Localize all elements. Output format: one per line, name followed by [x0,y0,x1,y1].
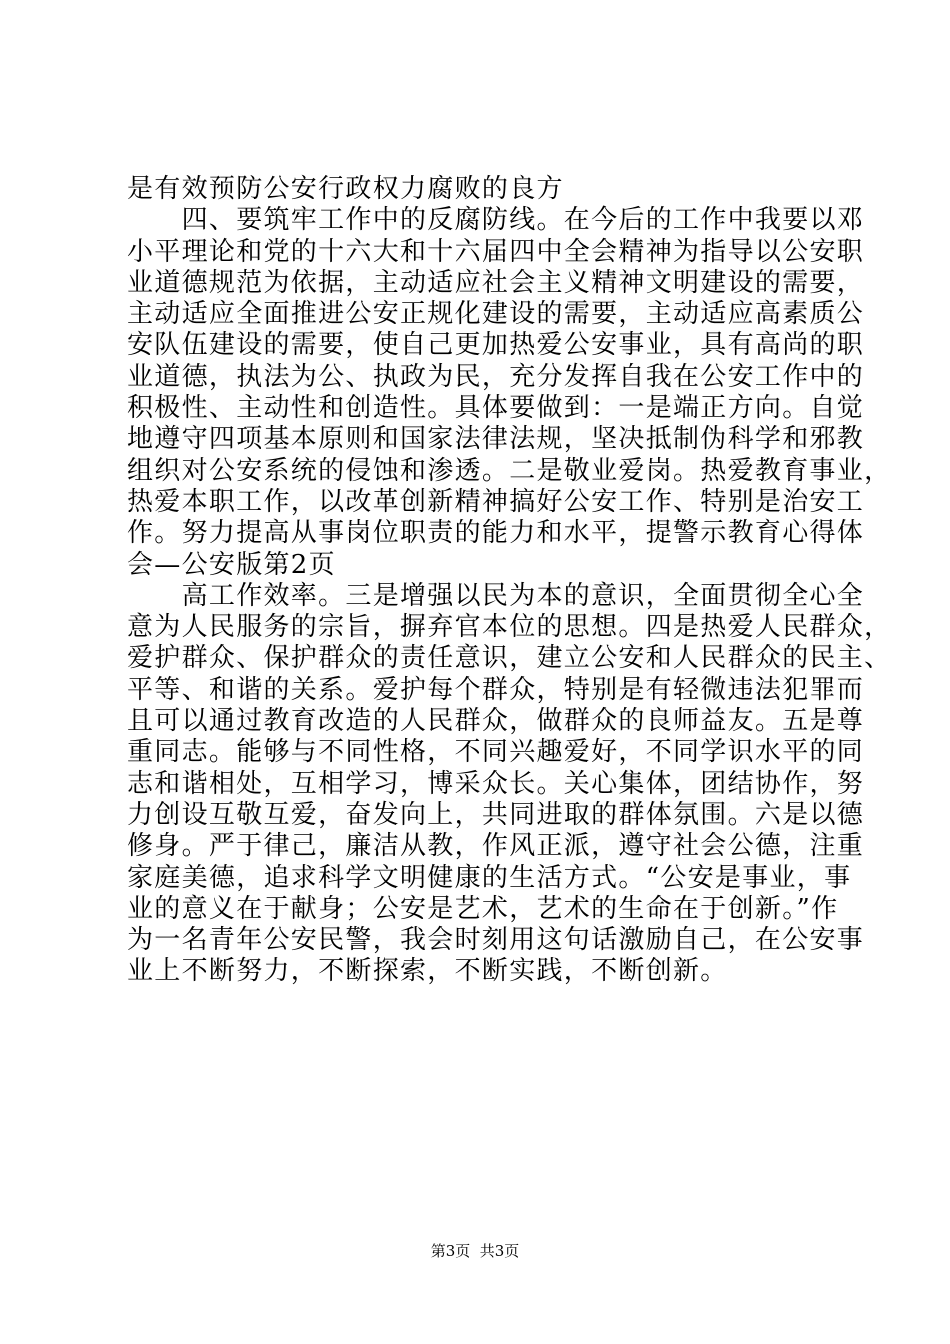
text-line: 力创设互敬互爱，奋发向上，共同进取的群体氛围。六是以德 [127,799,865,830]
text-line: 业的意义在于献身；公安是艺术，艺术的生命在于创新。”作 [127,893,839,924]
text-line: 小平理论和党的十六大和十六届四中全会精神为指导以公安职 [127,236,865,267]
page-footer: 第3页 共3页 [430,1242,520,1260]
text-line: 安队伍建设的需要，使自己更加热爱公安事业，具有高尚的职 [127,330,865,361]
text-line: 组织对公安系统的侵蚀和渗透。二是敬业爱岗。热爱教育事业， [127,455,892,486]
text-line: 高工作效率。三是增强以民为本的意识，全面贯彻全心全 [127,580,865,611]
text-line: 会—公安版第2页 [127,549,336,580]
text-line: 且可以通过教育改造的人民群众，做群众的良师益友。五是尊 [127,706,865,737]
text-line: 修身。严于律己，廉洁从教，作风正派，遵守社会公德，注重 [127,831,865,862]
text-line: 主动适应全面推进公安正规化建设的需要，主动适应高素质公 [127,299,865,330]
text-line: 重同志。能够与不同性格，不同兴趣爱好，不同学识水平的同 [127,737,865,768]
text-line: 志和谐相处，互相学习，博采众长。关心集体，团结协作，努 [127,768,865,799]
text-line: 平等、和谐的关系。爱护每个群众，特别是有轻微违法犯罪而 [127,674,865,705]
text-line: 四、要筑牢工作中的反腐防线。在今后的工作中我要以邓 [127,205,865,236]
text-line: 爱护群众、保护群众的责任意识，建立公安和人民群众的民主、 [127,643,892,674]
text-line: 作。努力提高从事岗位职责的能力和水平，提警示教育心得体 [127,518,865,549]
text-line: 业道德规范为依据，主动适应社会主义精神文明建设的需要， [127,267,865,298]
text-line: 地遵守四项基本原则和国家法律法规，坚决抵制伪科学和邪教 [127,424,865,455]
text-line: 家庭美德，追求科学文明健康的生活方式。“公安是事业，事 [127,862,852,893]
text-line: 业上不断努力，不断探索，不断实践，不断创新。 [127,956,728,987]
text-line: 积极性、主动性和创造性。具体要做到：一是端正方向。自觉 [127,393,865,424]
body-text [127,174,892,988]
text-line: 意为人民服务的宗旨，摒弃官本位的思想。四是热爱人民群众， [127,612,892,643]
text-line: 热爱本职工作，以改革创新精神搞好公安工作、特别是治安工 [127,486,865,517]
text-line: 业道德，执法为公、执政为民，充分发挥自我在公安工作中的 [127,361,865,392]
text-line: 为一名青年公安民警，我会时刻用这句话激励自己，在公安事 [127,925,865,956]
text-line: 是有效预防公安行政权力腐败的良方 [127,174,564,204]
